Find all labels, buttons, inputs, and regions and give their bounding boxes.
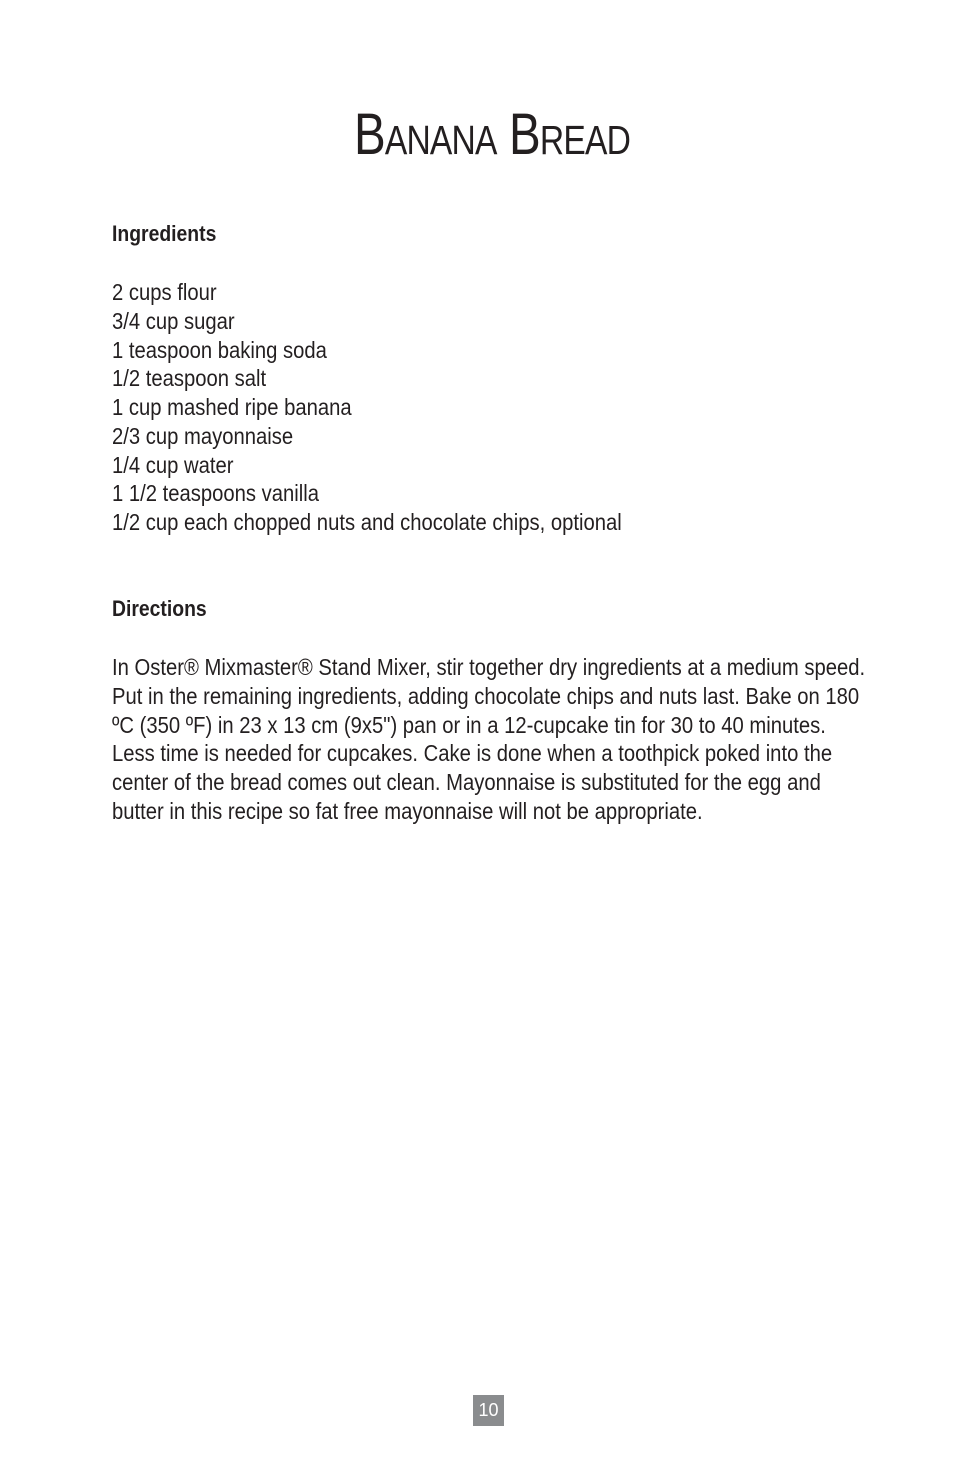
ingredient-item: 2/3 cup mayonnaise	[112, 422, 294, 449]
ingredients-heading: Ingredients	[112, 221, 217, 246]
ingredient-list	[112, 278, 622, 537]
ingredient-item: 1 cup mashed ripe banana	[112, 394, 352, 420]
ingredient-item: 2 cups flour	[112, 279, 217, 305]
ingredient-item: 1/2 cup each chopped nuts and chocolate chips, optional	[112, 509, 622, 535]
ingredient-item: 1 1/2 teaspoons vanilla	[112, 480, 320, 507]
ingredient-item: 1/4 cup water	[112, 451, 234, 478]
page-number: 10	[473, 1395, 504, 1426]
directions-paragraph: In Oster® Mixmaster® Stand Mixer, stir together dry ingredients at a medium speed. Put in the remaining ingredients, adding chocolate chips and nuts last. Bake on 180 ºC (350 ºF) in 23 x 13 cm (9x5") pan or in a 12-cupcake tin for 30 to 40 minutes. Less time is needed for cupcakes. Cake is done when a toothpick poked into the center of the bread comes out clean. Mayonnaise is substituted for the egg and butter in this recipe so fat free mayonnaise will not be appropriate.	[112, 654, 866, 824]
ingredient-item: 1 teaspoon baking soda	[112, 336, 327, 363]
directions-heading: Directions	[112, 596, 207, 621]
ingredient-item: 3/4 cup sugar	[112, 307, 235, 334]
recipe-title: Banana Bread	[353, 102, 631, 167]
ingredient-item: 1/2 teaspoon salt	[112, 365, 267, 392]
